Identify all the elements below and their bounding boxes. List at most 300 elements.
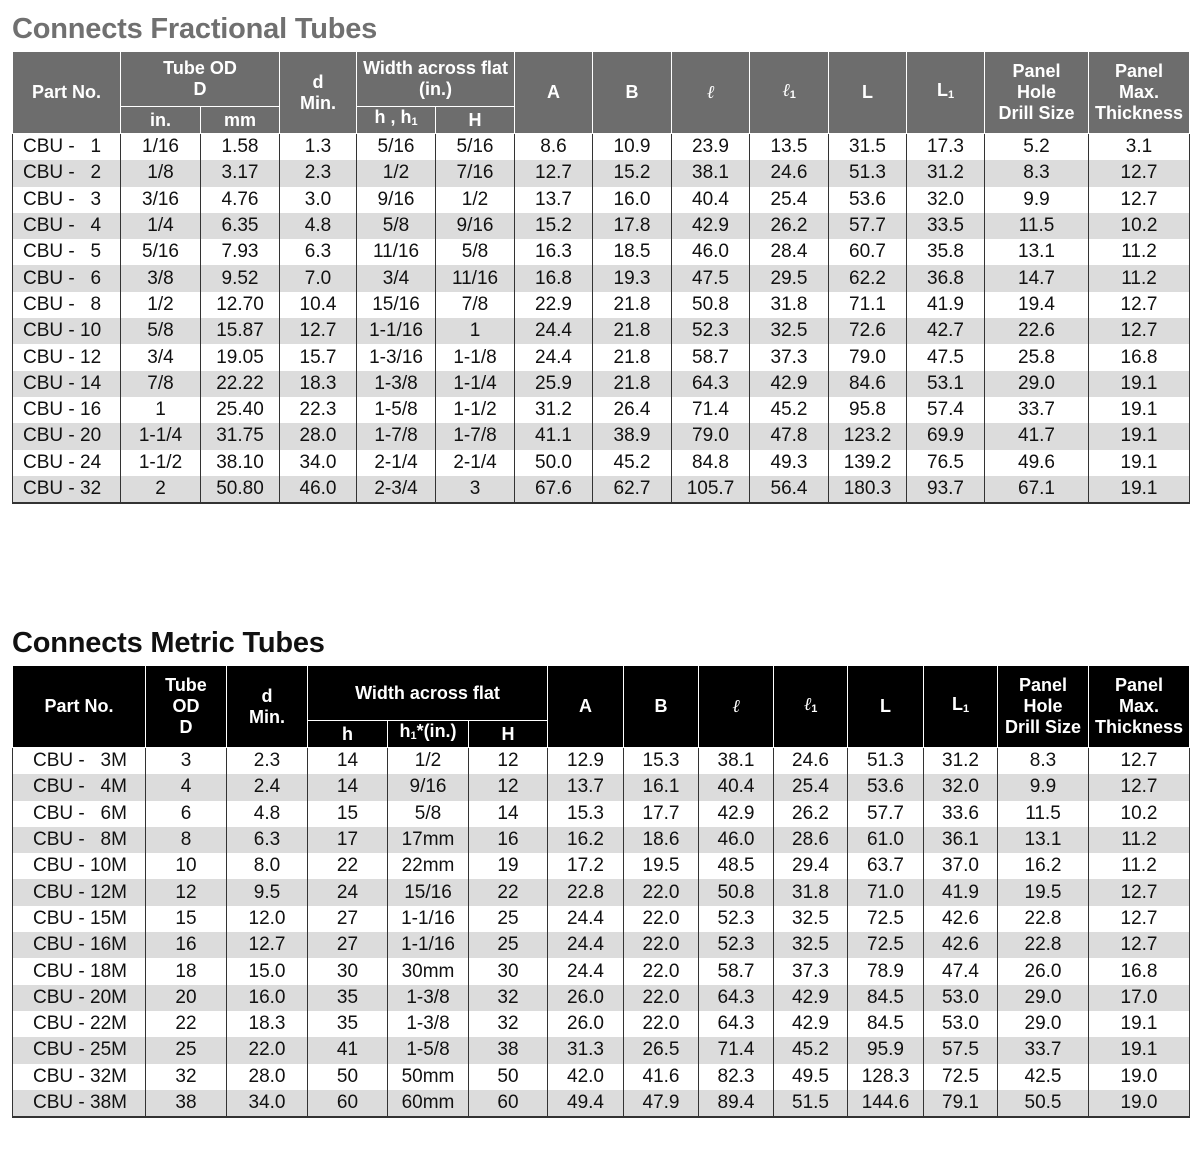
value-cell: 52.3 <box>699 906 774 932</box>
value-cell: 15.3 <box>624 748 699 775</box>
value-cell: 50mm <box>388 1064 469 1090</box>
value-cell: 1/4 <box>121 213 201 239</box>
value-cell: 22.6 <box>985 318 1089 344</box>
ell1-subscript: 1 <box>789 88 796 101</box>
table-row <box>13 774 1190 800</box>
value-cell: 51.5 <box>774 1090 848 1117</box>
value-cell: 58.7 <box>699 958 774 984</box>
value-cell: 2 <box>121 476 201 503</box>
value-cell: 30 <box>469 958 548 984</box>
part-number-cell: CBU - 6M <box>13 801 146 827</box>
value-cell: 17.7 <box>624 801 699 827</box>
value-cell: 1-7/8 <box>436 423 515 449</box>
value-cell: 53.6 <box>848 774 924 800</box>
value-cell: 30mm <box>388 958 469 984</box>
value-cell: 57.7 <box>848 801 924 827</box>
value-cell: 13.7 <box>515 187 593 213</box>
value-cell: 18 <box>146 958 227 984</box>
value-cell: 15.3 <box>548 801 624 827</box>
value-cell: 1-1/16 <box>388 906 469 932</box>
value-cell: 19.5 <box>624 853 699 879</box>
value-cell: 19.1 <box>1089 1037 1190 1063</box>
value-cell: 50.0 <box>515 450 593 476</box>
value-cell: 84.6 <box>829 371 907 397</box>
value-cell: 32.5 <box>750 318 829 344</box>
panel-max-line-2: Max. <box>1118 696 1160 716</box>
value-cell: 9/16 <box>388 774 469 800</box>
header-part-no: Part No. <box>13 666 146 748</box>
value-cell: 53.0 <box>924 985 998 1011</box>
table-row <box>13 906 1190 932</box>
value-cell: 11.5 <box>985 213 1089 239</box>
value-cell: 57.7 <box>829 213 907 239</box>
value-cell: 12.7 <box>1089 906 1190 932</box>
value-cell: 42.9 <box>774 985 848 1011</box>
value-cell: 1-1/2 <box>121 450 201 476</box>
value-cell: 7/8 <box>121 371 201 397</box>
value-cell: 22.0 <box>227 1037 308 1063</box>
value-cell: 22.0 <box>624 958 699 984</box>
value-cell: 16.0 <box>593 187 672 213</box>
value-cell: 17.0 <box>1089 985 1190 1011</box>
value-cell: 15.87 <box>201 318 280 344</box>
value-cell: 52.3 <box>672 318 750 344</box>
value-cell: 5/8 <box>388 801 469 827</box>
value-cell: 95.8 <box>829 397 907 423</box>
value-cell: 5/8 <box>121 318 201 344</box>
value-cell: 5.2 <box>985 134 1089 161</box>
table-row <box>13 318 1190 344</box>
value-cell: 139.2 <box>829 450 907 476</box>
part-number-cell: CBU - 3 <box>13 187 121 213</box>
value-cell: 38 <box>469 1037 548 1063</box>
value-cell: 1-1/16 <box>357 318 436 344</box>
value-cell: 1-3/8 <box>388 985 469 1011</box>
l1-glyph: L <box>936 79 948 100</box>
value-cell: 16.1 <box>624 774 699 800</box>
value-cell: 3.0 <box>280 187 357 213</box>
header-tube-in: in. <box>121 107 201 134</box>
value-cell: 5/16 <box>436 134 515 161</box>
l1-subscript: 1 <box>947 88 955 101</box>
header-tube-mm: mm <box>201 107 280 134</box>
panel-hole-line-1: Panel <box>1012 61 1061 81</box>
value-cell: 26.2 <box>774 801 848 827</box>
value-cell: 12 <box>469 774 548 800</box>
tube-line-3: D <box>179 717 193 737</box>
value-cell: 28.6 <box>774 827 848 853</box>
value-cell: 2-3/4 <box>357 476 436 503</box>
header-ell1 <box>774 666 848 748</box>
value-cell: 16.8 <box>1089 958 1190 984</box>
table-row <box>13 985 1190 1011</box>
part-number-cell: CBU - 3M <box>13 748 146 775</box>
value-cell: 40.4 <box>672 187 750 213</box>
value-cell: 8.0 <box>227 853 308 879</box>
value-cell: 47.9 <box>624 1090 699 1117</box>
value-cell: 22 <box>469 879 548 905</box>
value-cell: 42.5 <box>998 1064 1089 1090</box>
metric-title: Connects Metric Tubes <box>12 627 325 659</box>
value-cell: 25.4 <box>774 774 848 800</box>
value-cell: 1 <box>436 318 515 344</box>
value-cell: 144.6 <box>848 1090 924 1117</box>
value-cell: 1-1/2 <box>436 397 515 423</box>
part-number-cell: CBU - 15M <box>13 906 146 932</box>
header-H: H <box>469 721 548 748</box>
panel-max-line-2: Max. <box>1119 82 1160 102</box>
value-cell: 12.7 <box>1089 879 1190 905</box>
value-cell: 71.4 <box>672 397 750 423</box>
part-number-cell: CBU - 32M <box>13 1064 146 1090</box>
value-cell: 12.7 <box>1089 774 1190 800</box>
table-row <box>13 265 1190 291</box>
value-cell: 7.93 <box>201 239 280 265</box>
part-number-cell: CBU - 4M <box>13 774 146 800</box>
value-cell: 64.3 <box>699 1011 774 1037</box>
value-cell: 31.3 <box>548 1037 624 1063</box>
table-row <box>13 1090 1190 1117</box>
value-cell: 18.3 <box>227 1011 308 1037</box>
value-cell: 12.7 <box>515 160 593 186</box>
value-cell: 50.5 <box>998 1090 1089 1117</box>
value-cell: 32.0 <box>924 774 998 800</box>
header-tube-od-symbol: D <box>193 79 207 99</box>
value-cell: 5/8 <box>357 213 436 239</box>
value-cell: 12 <box>469 748 548 775</box>
value-cell: 2.3 <box>280 160 357 186</box>
metric-table <box>12 665 1190 1118</box>
value-cell: 72.5 <box>848 906 924 932</box>
value-cell: 24.4 <box>548 906 624 932</box>
header-d-label: d <box>312 71 324 92</box>
value-cell: 53.1 <box>907 371 985 397</box>
table-row <box>13 879 1190 905</box>
value-cell: 11/16 <box>436 265 515 291</box>
value-cell: 2.4 <box>227 774 308 800</box>
value-cell: 46.0 <box>672 239 750 265</box>
value-cell: 60mm <box>388 1090 469 1117</box>
ell1-glyph: ℓ <box>782 79 790 101</box>
value-cell: 41.7 <box>985 423 1089 449</box>
value-cell: 8 <box>146 827 227 853</box>
value-cell: 25.40 <box>201 397 280 423</box>
value-cell: 7.0 <box>280 265 357 291</box>
value-cell: 79.1 <box>924 1090 998 1117</box>
table-row <box>13 292 1190 318</box>
value-cell: 17.8 <box>593 213 672 239</box>
part-number-cell: CBU - 5 <box>13 239 121 265</box>
panel-max-line-1: Panel <box>1114 675 1164 695</box>
h1-subscript: 1 <box>411 116 418 128</box>
value-cell: 12.7 <box>1089 292 1190 318</box>
value-cell: 16.0 <box>227 985 308 1011</box>
tube-line-1: Tube <box>165 675 207 695</box>
value-cell: 18.3 <box>280 371 357 397</box>
table-row <box>13 827 1190 853</box>
part-number-cell: CBU - 20 <box>13 423 121 449</box>
value-cell: 50.8 <box>699 879 774 905</box>
table-row <box>13 958 1190 984</box>
value-cell: 16.2 <box>548 827 624 853</box>
value-cell: 22.0 <box>624 932 699 958</box>
header-d-min <box>280 52 357 134</box>
value-cell: 32.0 <box>907 187 985 213</box>
value-cell: 49.3 <box>750 450 829 476</box>
value-cell: 29.5 <box>750 265 829 291</box>
table-row <box>13 801 1190 827</box>
value-cell: 10.9 <box>593 134 672 161</box>
part-number-cell: CBU - 12M <box>13 879 146 905</box>
value-cell: 29.0 <box>998 1011 1089 1037</box>
value-cell: 15/16 <box>357 292 436 318</box>
header-b: B <box>593 52 672 134</box>
value-cell: 47.5 <box>907 344 985 370</box>
value-cell: 1/16 <box>121 134 201 161</box>
header-panel-max-thickness <box>1089 666 1190 748</box>
value-cell: 7/16 <box>436 160 515 186</box>
value-cell: 17mm <box>388 827 469 853</box>
fractional-section <box>12 12 1189 504</box>
value-cell: 48.5 <box>699 853 774 879</box>
value-cell: 46.0 <box>699 827 774 853</box>
table-row <box>13 748 1190 775</box>
value-cell: 49.4 <box>548 1090 624 1117</box>
value-cell: 33.5 <box>907 213 985 239</box>
value-cell: 30 <box>308 958 388 984</box>
value-cell: 1-5/8 <box>388 1037 469 1063</box>
value-cell: 24.6 <box>774 748 848 775</box>
value-cell: 22.8 <box>998 906 1089 932</box>
value-cell: 32 <box>469 1011 548 1037</box>
value-cell: 1-3/8 <box>388 1011 469 1037</box>
value-cell: 41.9 <box>924 879 998 905</box>
value-cell: 60.7 <box>829 239 907 265</box>
value-cell: 3.17 <box>201 160 280 186</box>
value-cell: 15.2 <box>515 213 593 239</box>
part-number-cell: CBU - 12 <box>13 344 121 370</box>
value-cell: 64.3 <box>672 371 750 397</box>
value-cell: 19.1 <box>1089 397 1190 423</box>
value-cell: 10 <box>146 853 227 879</box>
value-cell: 71.0 <box>848 879 924 905</box>
table-row <box>13 213 1190 239</box>
value-cell: 82.3 <box>699 1064 774 1090</box>
value-cell: 4.76 <box>201 187 280 213</box>
value-cell: 1-1/4 <box>436 371 515 397</box>
value-cell: 12.7 <box>1089 748 1190 775</box>
value-cell: 31.2 <box>924 748 998 775</box>
value-cell: 6 <box>146 801 227 827</box>
header-b: B <box>624 666 699 748</box>
value-cell: 19.1 <box>1089 423 1190 449</box>
value-cell: 19.1 <box>1089 1011 1190 1037</box>
value-cell: 5/16 <box>121 239 201 265</box>
l1-subscript: 1 <box>962 702 970 715</box>
table-row <box>13 187 1190 213</box>
tube-line-2: OD <box>172 696 200 716</box>
value-cell: 22.8 <box>548 879 624 905</box>
header-ell <box>699 666 774 748</box>
value-cell: 24.6 <box>750 160 829 186</box>
value-cell: 13.1 <box>998 827 1089 853</box>
value-cell: 16.3 <box>515 239 593 265</box>
part-number-cell: CBU - 16M <box>13 932 146 958</box>
value-cell: 34.0 <box>280 450 357 476</box>
value-cell: 23.9 <box>672 134 750 161</box>
value-cell: 1-1/16 <box>388 932 469 958</box>
value-cell: 32 <box>469 985 548 1011</box>
value-cell: 47.5 <box>672 265 750 291</box>
value-cell: 26.0 <box>548 1011 624 1037</box>
value-cell: 14 <box>469 801 548 827</box>
value-cell: 12.7 <box>1089 318 1190 344</box>
value-cell: 42.9 <box>750 371 829 397</box>
header-tube-od <box>121 52 280 107</box>
value-cell: 1/2 <box>121 292 201 318</box>
value-cell: 52.3 <box>699 932 774 958</box>
value-cell: 25 <box>469 932 548 958</box>
value-cell: 7/8 <box>436 292 515 318</box>
value-cell: 33.7 <box>998 1037 1089 1063</box>
fractional-table-body <box>13 134 1190 504</box>
header-tube-od-d <box>146 666 227 748</box>
value-cell: 12.70 <box>201 292 280 318</box>
value-cell: 93.7 <box>907 476 985 503</box>
value-cell: 20 <box>146 985 227 1011</box>
value-cell: 12.9 <box>548 748 624 775</box>
value-cell: 95.9 <box>848 1037 924 1063</box>
value-cell: 79.0 <box>672 423 750 449</box>
table-row <box>13 932 1190 958</box>
header-tube-od-label: Tube OD <box>163 58 237 78</box>
value-cell: 6.35 <box>201 213 280 239</box>
value-cell: 2-1/4 <box>357 450 436 476</box>
value-cell: 19.1 <box>1089 450 1190 476</box>
metric-table-body <box>13 748 1190 1118</box>
h1-subscript: 1 <box>410 730 417 742</box>
value-cell: 42.6 <box>924 932 998 958</box>
part-number-cell: CBU - 38M <box>13 1090 146 1117</box>
h-h1-label: h , h <box>374 107 412 127</box>
value-cell: 9.9 <box>998 774 1089 800</box>
value-cell: 3/16 <box>121 187 201 213</box>
table-row <box>13 344 1190 370</box>
value-cell: 49.5 <box>774 1064 848 1090</box>
value-cell: 27 <box>308 906 388 932</box>
value-cell: 38.1 <box>672 160 750 186</box>
value-cell: 36.8 <box>907 265 985 291</box>
value-cell: 72.6 <box>829 318 907 344</box>
value-cell: 14 <box>308 774 388 800</box>
value-cell: 26.5 <box>624 1037 699 1063</box>
value-cell: 15.2 <box>593 160 672 186</box>
value-cell: 37.3 <box>750 344 829 370</box>
value-cell: 11/16 <box>357 239 436 265</box>
value-cell: 12.7 <box>280 318 357 344</box>
header-H: H <box>436 107 515 134</box>
value-cell: 31.8 <box>750 292 829 318</box>
value-cell: 2.3 <box>227 748 308 775</box>
value-cell: 19 <box>469 853 548 879</box>
header-a: A <box>515 52 593 134</box>
value-cell: 84.8 <box>672 450 750 476</box>
value-cell: 27 <box>308 932 388 958</box>
value-cell: 45.2 <box>774 1037 848 1063</box>
value-cell: 19.5 <box>998 879 1089 905</box>
value-cell: 13.5 <box>750 134 829 161</box>
panel-hole-line-2: Hole <box>1017 82 1057 102</box>
value-cell: 35 <box>308 985 388 1011</box>
part-number-cell: CBU - 20M <box>13 985 146 1011</box>
value-cell: 8.6 <box>515 134 593 161</box>
header-d-label: d <box>261 685 273 706</box>
table-row <box>13 1037 1190 1063</box>
value-cell: 1/2 <box>357 160 436 186</box>
value-cell: 12.7 <box>1089 932 1190 958</box>
value-cell: 26.0 <box>548 985 624 1011</box>
header-l: L <box>848 666 924 748</box>
value-cell: 6.3 <box>227 827 308 853</box>
header-ell1 <box>750 52 829 134</box>
value-cell: 12.0 <box>227 906 308 932</box>
value-cell: 33.7 <box>985 397 1089 423</box>
value-cell: 53.0 <box>924 1011 998 1037</box>
value-cell: 72.5 <box>924 1064 998 1090</box>
value-cell: 84.5 <box>848 985 924 1011</box>
value-cell: 19.05 <box>201 344 280 370</box>
value-cell: 4.8 <box>227 801 308 827</box>
value-cell: 24.4 <box>515 318 593 344</box>
table-row <box>13 1011 1190 1037</box>
header-l: L <box>829 52 907 134</box>
panel-hole-line-2: Hole <box>1023 696 1063 716</box>
value-cell: 41.9 <box>907 292 985 318</box>
value-cell: 60 <box>469 1090 548 1117</box>
value-cell: 1/2 <box>388 748 469 775</box>
value-cell: 11.2 <box>1089 853 1190 879</box>
value-cell: 19.1 <box>1089 476 1190 503</box>
header-width-unit: (in.) <box>419 79 453 99</box>
value-cell: 1-3/16 <box>357 344 436 370</box>
value-cell: 1-1/4 <box>121 423 201 449</box>
value-cell: 42.6 <box>924 906 998 932</box>
value-cell: 24.4 <box>548 958 624 984</box>
header-l1 <box>924 666 998 748</box>
value-cell: 57.5 <box>924 1037 998 1063</box>
value-cell: 32.5 <box>774 932 848 958</box>
value-cell: 11.5 <box>998 801 1089 827</box>
header-h-h1 <box>357 107 436 134</box>
value-cell: 18.6 <box>624 827 699 853</box>
panel-max-line-3: Thickness <box>1094 103 1184 123</box>
fractional-title: Connects Fractional Tubes <box>12 13 378 45</box>
part-number-cell: CBU - 22M <box>13 1011 146 1037</box>
header-width-across-flat: Width across flat <box>308 666 548 721</box>
value-cell: 31.2 <box>907 160 985 186</box>
part-number-cell: CBU - 1 <box>13 134 121 161</box>
value-cell: 17.2 <box>548 853 624 879</box>
part-number-cell: CBU - 8M <box>13 827 146 853</box>
value-cell: 1.58 <box>201 134 280 161</box>
value-cell: 57.4 <box>907 397 985 423</box>
value-cell: 24.4 <box>515 344 593 370</box>
value-cell: 67.6 <box>515 476 593 503</box>
value-cell: 50 <box>469 1064 548 1090</box>
ell-glyph: ℓ <box>706 82 715 103</box>
value-cell: 12.7 <box>1089 160 1190 186</box>
value-cell: 40.4 <box>699 774 774 800</box>
